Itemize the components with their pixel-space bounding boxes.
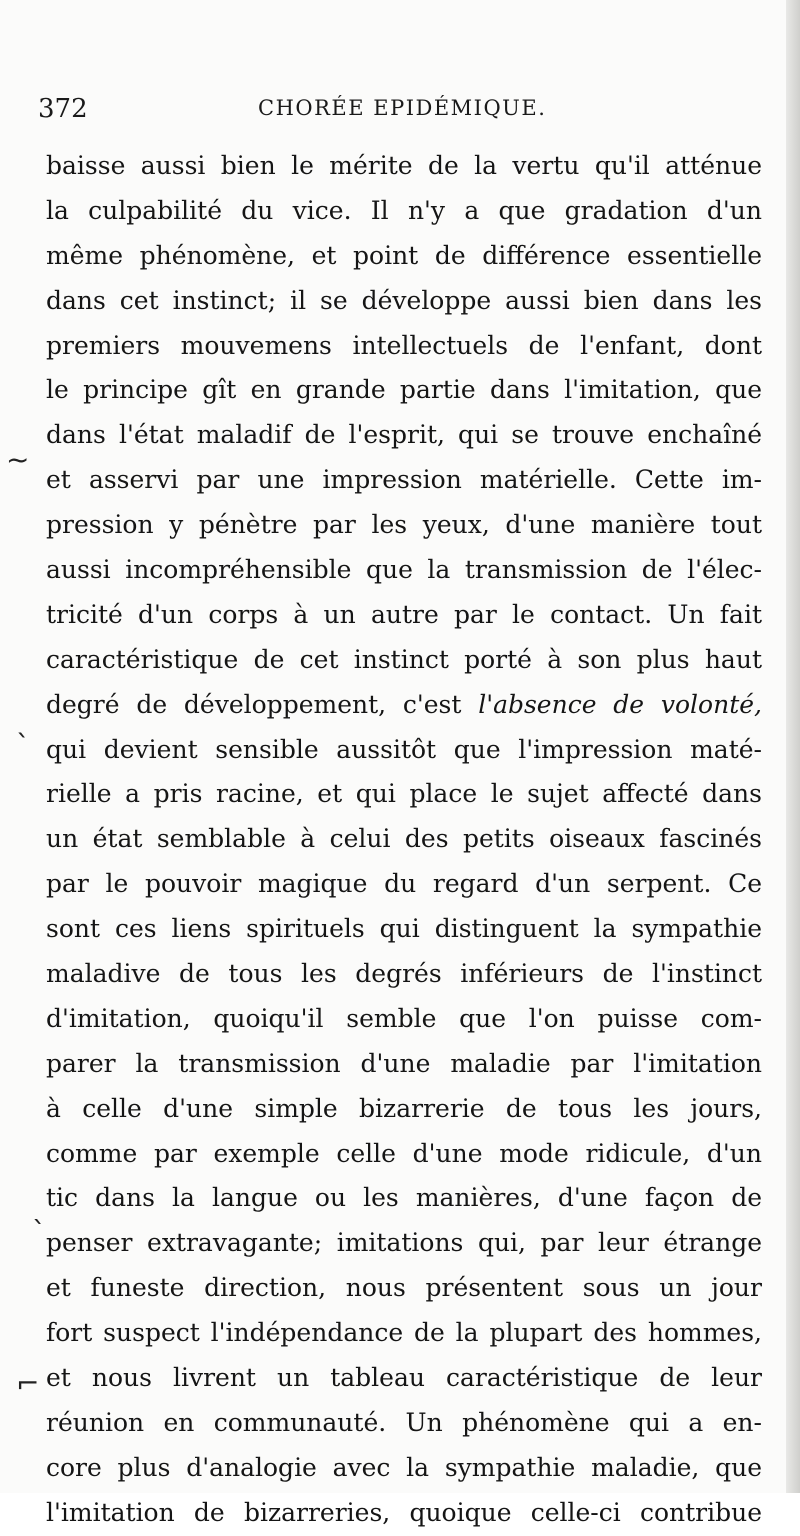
text-line: baisse aussi bien le mérite de la vertu qu'il atténue [46,151,762,180]
margin-dash-mark-lower: ⌐ [16,1367,40,1400]
page-number: 372 [38,94,88,124]
text-line: dans l'état maladif de l'esprit, qui se trouve enchaîné [46,420,762,450]
text-line-start: degré de développement, c'est [46,689,479,719]
text-line: core plus d'analogie avec la sympathie maladie, que [46,1452,762,1482]
text-line: même phénomène, et point de différence essentielle [46,240,762,270]
margin-dash-mark: ~ [6,443,30,476]
text-line: et asservi par une impression matérielle. Cette im- [46,465,762,495]
text-line: maladive de tous les degrés inférieurs de l'instinct [46,959,762,989]
text-line: penser extravagante; imitations qui, par leur étrange [46,1228,762,1258]
text-line: d'imitation, quoiqu'il semble que l'on puisse com- [46,1003,762,1033]
text-line: et funeste direction, nous présentent sous un jour [46,1273,762,1303]
text-line: fort suspect l'indépendance de la plupart des hommes, [46,1318,762,1348]
text-line: un état semblable à celui des petits oiseaux fascinés [46,824,762,854]
text-line: à celle d'une simple bizarrerie de tous les jours, [46,1093,762,1123]
text-line: le principe gît en grande partie dans l'imitation, que [46,375,762,405]
text-line: comme par exemple celle d'une mode ridicule, d'un [46,1138,762,1168]
text-line: réunion en communauté. Un phénomène qui a en- [46,1407,762,1437]
text-line: tic dans la langue ou les manières, d'une façon de [46,1183,762,1213]
text-line: qui devient sensible aussitôt que l'impression maté- [46,734,762,764]
text-line: caractéristique de cet instinct porté à son plus haut [46,644,762,674]
text-line: parer la transmission d'une maladie par l'imitation [46,1048,762,1078]
text-line: l'imitation de bizarreries, quoique celle-ci contribue [46,1497,762,1527]
text-line: sont ces liens spirituels qui distinguent la sympathie [46,914,762,944]
text-line: la culpabilité du vice. Il n'y a que gradation d'un [46,195,762,225]
text-line: tricité d'un corps à un autre par le contact. Un fait [46,599,762,629]
text-line: par le pouvoir magique du regard d'un serpent. Ce [46,869,762,899]
page-edge-shadow [786,0,800,1493]
text-line: rielle a pris racine, et qui place le sujet affecté dans [46,779,762,809]
page-header [38,94,758,134]
text-line-with-italic [46,683,762,728]
text-line: et nous livrent un tableau caractéristique de leur [46,1363,762,1393]
body-text [46,144,762,1536]
text-line: dans cet instinct; il se développe aussi bien dans les [46,285,762,315]
margin-check-mark: ˎ [16,705,30,738]
text-line: aussi incompréhensible que la transmission de l'élec- [46,555,762,585]
text-line: premiers mouvemens intellectuels de l'enfant, dont [46,330,762,360]
italic-phrase: l'absence de volonté, [478,689,762,719]
running-title: CHORÉE EPIDÉMIQUE. [258,96,547,120]
text-line: pression y pénètre par les yeux, d'une manière tout [46,510,762,540]
margin-tick-mark: ˋ [32,1215,46,1248]
